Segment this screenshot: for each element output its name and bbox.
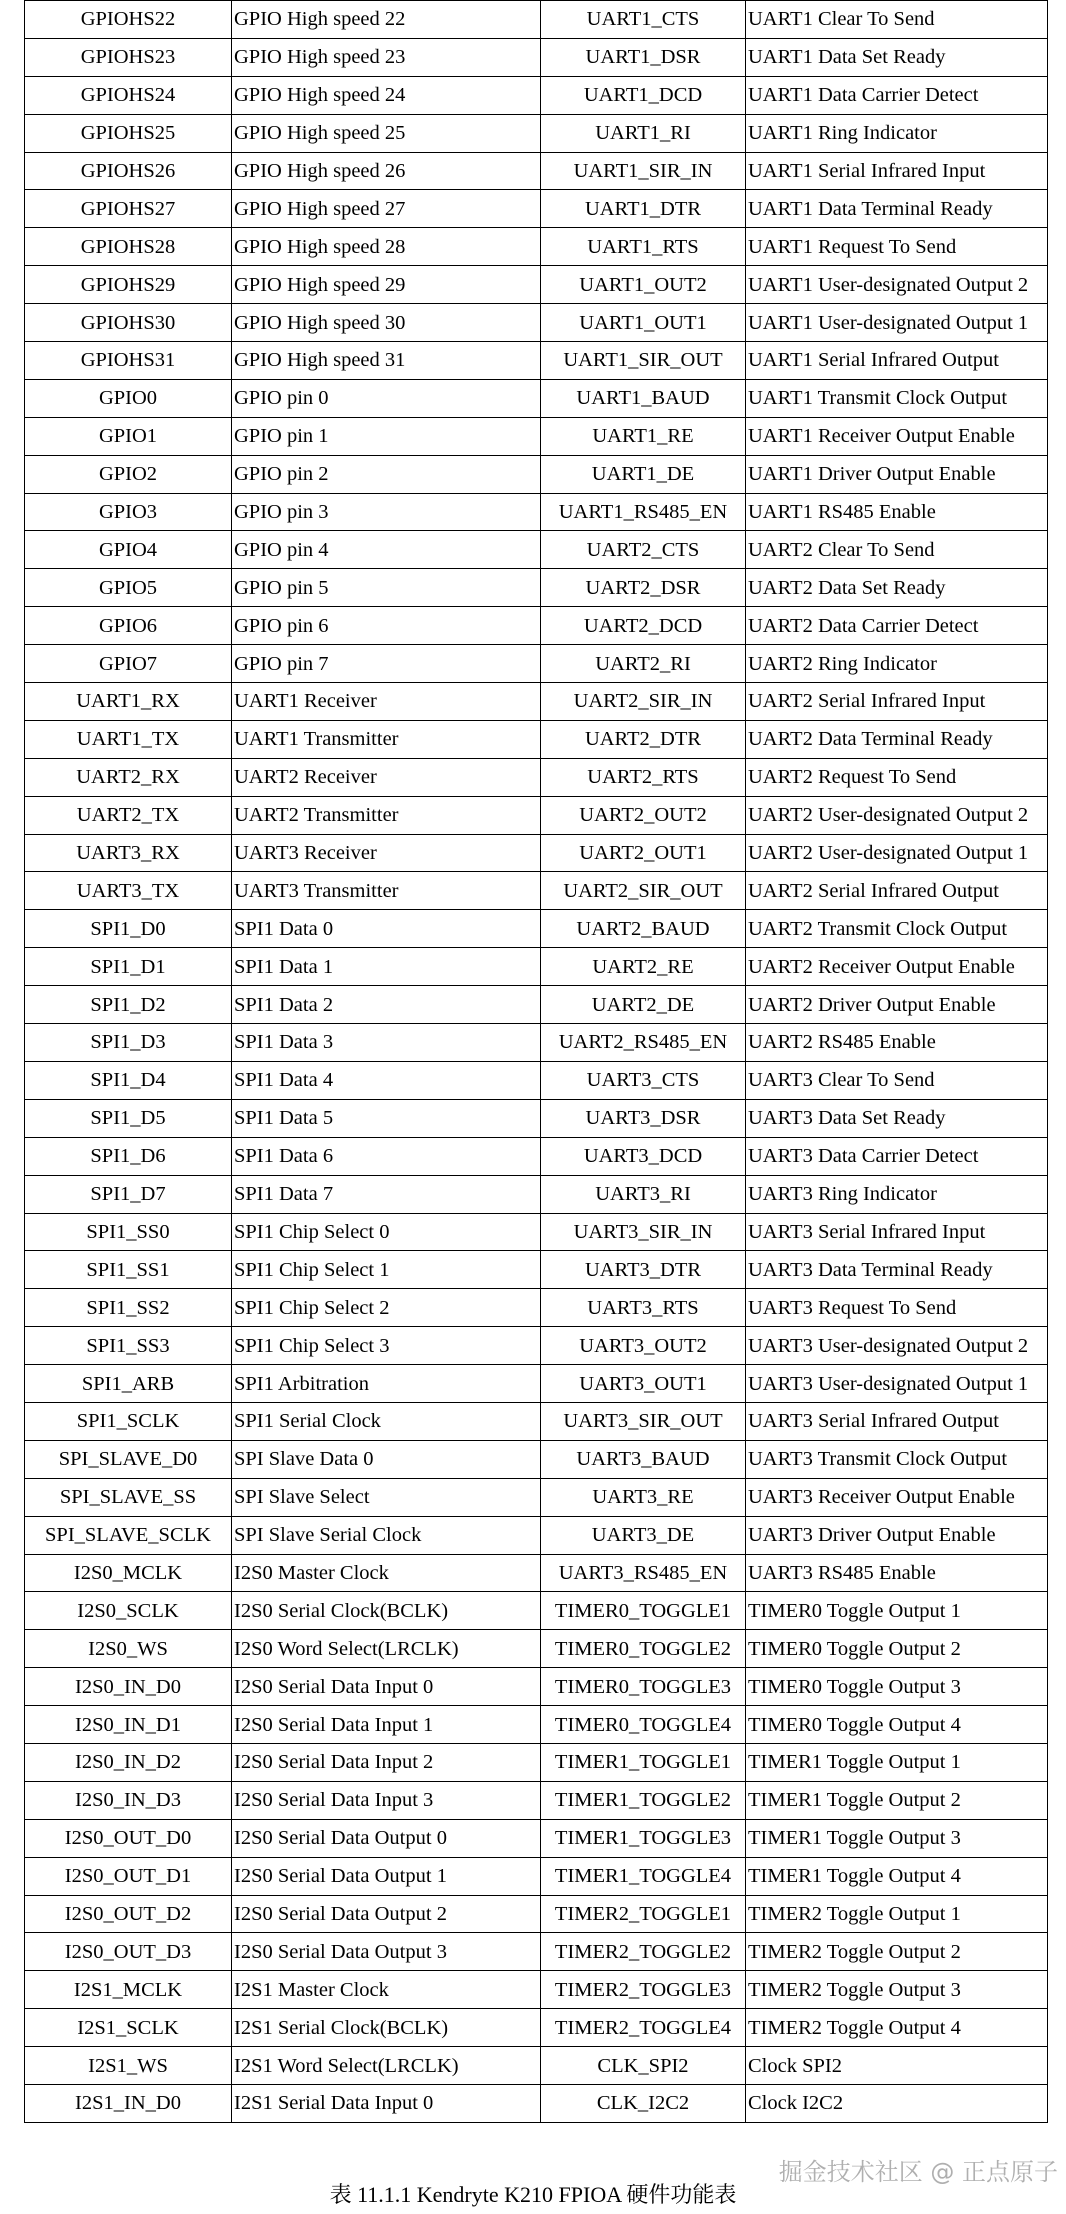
cell-signal-name: SPI1_SS0 — [25, 1213, 232, 1251]
cell-signal-description: UART2 Data Terminal Ready — [746, 720, 1048, 758]
cell-signal-name: GPIO0 — [25, 379, 232, 417]
table-row — [25, 1402, 1048, 1440]
cell-signal-description: UART1 Driver Output Enable — [746, 455, 1048, 493]
cell-signal-name: UART3_DTR — [541, 1251, 746, 1289]
cell-signal-name: SPI_SLAVE_D0 — [25, 1440, 232, 1478]
table-row — [25, 531, 1048, 569]
cell-signal-description: UART1 Receiver Output Enable — [746, 417, 1048, 455]
cell-signal-description: UART1 Clear To Send — [746, 1, 1048, 39]
cell-signal-name: TIMER0_TOGGLE1 — [541, 1592, 746, 1630]
cell-signal-description: TIMER1 Toggle Output 2 — [746, 1781, 1048, 1819]
table-row — [25, 1137, 1048, 1175]
cell-signal-name: UART2_TX — [25, 796, 232, 834]
cell-signal-description: UART3 RS485 Enable — [746, 1554, 1048, 1592]
table-caption: 表 11.1.1 Kendryte K210 FPIOA 硬件功能表 — [329, 2182, 737, 2207]
table-row — [25, 1516, 1048, 1554]
cell-signal-name: UART3_BAUD — [541, 1440, 746, 1478]
cell-signal-name: SPI1_SS2 — [25, 1289, 232, 1327]
cell-signal-name: SPI1_SS3 — [25, 1327, 232, 1365]
table-row — [25, 683, 1048, 721]
cell-signal-name: TIMER0_TOGGLE4 — [541, 1706, 746, 1744]
cell-signal-description: SPI1 Data 0 — [232, 910, 541, 948]
table-row — [25, 190, 1048, 228]
cell-signal-name: UART2_RS485_EN — [541, 1024, 746, 1062]
table-row — [25, 1061, 1048, 1099]
cell-signal-name: UART3_SIR_IN — [541, 1213, 746, 1251]
cell-signal-description: I2S0 Serial Clock(BCLK) — [232, 1592, 541, 1630]
cell-signal-description: I2S0 Serial Data Output 2 — [232, 1895, 541, 1933]
cell-signal-description: I2S0 Serial Data Output 1 — [232, 1857, 541, 1895]
cell-signal-description: UART2 Data Carrier Detect — [746, 607, 1048, 645]
cell-signal-name: UART1_DE — [541, 455, 746, 493]
cell-signal-description: SPI1 Chip Select 2 — [232, 1289, 541, 1327]
cell-signal-name: GPIOHS23 — [25, 38, 232, 76]
cell-signal-description: UART2 Serial Infrared Input — [746, 683, 1048, 721]
cell-signal-description: UART2 Request To Send — [746, 758, 1048, 796]
cell-signal-description: SPI Slave Data 0 — [232, 1440, 541, 1478]
table-row — [25, 304, 1048, 342]
cell-signal-name: UART1_RX — [25, 683, 232, 721]
cell-signal-name: UART2_SIR_IN — [541, 683, 746, 721]
cell-signal-description: I2S1 Serial Clock(BCLK) — [232, 2009, 541, 2047]
cell-signal-description: GPIO High speed 23 — [232, 38, 541, 76]
cell-signal-description: UART1 Serial Infrared Input — [746, 152, 1048, 190]
cell-signal-name: UART1_RS485_EN — [541, 493, 746, 531]
cell-signal-name: I2S0_SCLK — [25, 1592, 232, 1630]
cell-signal-description: GPIO High speed 28 — [232, 228, 541, 266]
cell-signal-description: I2S0 Serial Data Output 3 — [232, 1933, 541, 1971]
cell-signal-description: Clock I2C2 — [746, 2084, 1048, 2122]
table-row — [25, 1857, 1048, 1895]
cell-signal-name: GPIOHS24 — [25, 76, 232, 114]
cell-signal-name: SPI1_SCLK — [25, 1402, 232, 1440]
cell-signal-description: UART2 Clear To Send — [746, 531, 1048, 569]
table-row — [25, 379, 1048, 417]
table-row — [25, 1554, 1048, 1592]
cell-signal-name: TIMER1_TOGGLE2 — [541, 1781, 746, 1819]
cell-signal-name: GPIOHS26 — [25, 152, 232, 190]
cell-signal-name: GPIO7 — [25, 645, 232, 683]
table-row — [25, 493, 1048, 531]
cell-signal-name: GPIO4 — [25, 531, 232, 569]
table-row — [25, 872, 1048, 910]
cell-signal-description: I2S0 Serial Data Input 3 — [232, 1781, 541, 1819]
cell-signal-name: SPI1_ARB — [25, 1365, 232, 1403]
table-row — [25, 1289, 1048, 1327]
cell-signal-description: GPIO pin 4 — [232, 531, 541, 569]
table-row — [25, 1365, 1048, 1403]
cell-signal-description: I2S0 Master Clock — [232, 1554, 541, 1592]
cell-signal-description: UART3 Request To Send — [746, 1289, 1048, 1327]
table-row — [25, 1, 1048, 39]
table-row — [25, 1895, 1048, 1933]
cell-signal-name: UART1_OUT1 — [541, 304, 746, 342]
table-row — [25, 1478, 1048, 1516]
cell-signal-description: UART1 Data Carrier Detect — [746, 76, 1048, 114]
cell-signal-name: GPIOHS29 — [25, 266, 232, 304]
cell-signal-name: UART3_RE — [541, 1478, 746, 1516]
cell-signal-name: GPIO3 — [25, 493, 232, 531]
cell-signal-name: UART2_RE — [541, 948, 746, 986]
cell-signal-name: TIMER2_TOGGLE3 — [541, 1971, 746, 2009]
cell-signal-description: UART2 RS485 Enable — [746, 1024, 1048, 1062]
cell-signal-name: SPI1_D0 — [25, 910, 232, 948]
cell-signal-description: UART3 Driver Output Enable — [746, 1516, 1048, 1554]
table-row — [25, 2009, 1048, 2047]
cell-signal-description: UART3 Receiver — [232, 834, 541, 872]
cell-signal-name: I2S0_OUT_D0 — [25, 1819, 232, 1857]
table-row — [25, 76, 1048, 114]
cell-signal-description: UART3 Data Set Ready — [746, 1099, 1048, 1137]
cell-signal-description: SPI1 Data 1 — [232, 948, 541, 986]
cell-signal-name: SPI_SLAVE_SCLK — [25, 1516, 232, 1554]
table-row — [25, 266, 1048, 304]
cell-signal-description: UART2 Transmitter — [232, 796, 541, 834]
cell-signal-name: SPI1_D3 — [25, 1024, 232, 1062]
table-row — [25, 1251, 1048, 1289]
cell-signal-name: CLK_I2C2 — [541, 2084, 746, 2122]
cell-signal-description: GPIO High speed 27 — [232, 190, 541, 228]
cell-signal-description: SPI1 Data 5 — [232, 1099, 541, 1137]
table-row — [25, 1175, 1048, 1213]
cell-signal-name: UART3_TX — [25, 872, 232, 910]
table-row — [25, 796, 1048, 834]
cell-signal-name: TIMER0_TOGGLE3 — [541, 1668, 746, 1706]
cell-signal-name: UART3_DCD — [541, 1137, 746, 1175]
cell-signal-description: I2S0 Serial Data Input 1 — [232, 1706, 541, 1744]
table-row — [25, 1971, 1048, 2009]
cell-signal-description: UART2 Transmit Clock Output — [746, 910, 1048, 948]
cell-signal-description: GPIO High speed 24 — [232, 76, 541, 114]
cell-signal-name: GPIO5 — [25, 569, 232, 607]
cell-signal-name: I2S0_WS — [25, 1630, 232, 1668]
table-row — [25, 607, 1048, 645]
cell-signal-name: UART1_BAUD — [541, 379, 746, 417]
cell-signal-description: SPI1 Data 7 — [232, 1175, 541, 1213]
cell-signal-name: UART1_SIR_OUT — [541, 342, 746, 380]
cell-signal-description: UART1 Ring Indicator — [746, 114, 1048, 152]
cell-signal-description: SPI1 Arbitration — [232, 1365, 541, 1403]
cell-signal-name: TIMER2_TOGGLE1 — [541, 1895, 746, 1933]
table-row — [25, 1933, 1048, 1971]
cell-signal-description: UART3 Receiver Output Enable — [746, 1478, 1048, 1516]
table-row — [25, 455, 1048, 493]
table-row — [25, 948, 1048, 986]
table-row — [25, 758, 1048, 796]
cell-signal-description: SPI1 Data 3 — [232, 1024, 541, 1062]
cell-signal-description: UART3 Data Terminal Ready — [746, 1251, 1048, 1289]
cell-signal-name: UART1_CTS — [541, 1, 746, 39]
cell-signal-description: UART2 User-designated Output 2 — [746, 796, 1048, 834]
cell-signal-description: SPI1 Chip Select 1 — [232, 1251, 541, 1289]
cell-signal-name: TIMER0_TOGGLE2 — [541, 1630, 746, 1668]
cell-signal-name: UART2_RX — [25, 758, 232, 796]
cell-signal-name: UART1_RTS — [541, 228, 746, 266]
cell-signal-name: UART1_OUT2 — [541, 266, 746, 304]
cell-signal-name: UART2_SIR_OUT — [541, 872, 746, 910]
cell-signal-description: UART1 Data Terminal Ready — [746, 190, 1048, 228]
cell-signal-description: UART2 Serial Infrared Output — [746, 872, 1048, 910]
cell-signal-description: UART1 Transmitter — [232, 720, 541, 758]
table-row — [25, 1630, 1048, 1668]
cell-signal-description: TIMER0 Toggle Output 4 — [746, 1706, 1048, 1744]
table-row — [25, 1668, 1048, 1706]
cell-signal-name: UART1_DSR — [541, 38, 746, 76]
cell-signal-description: UART1 User-designated Output 1 — [746, 304, 1048, 342]
cell-signal-description: SPI Slave Select — [232, 1478, 541, 1516]
table-row — [25, 1213, 1048, 1251]
cell-signal-description: GPIO pin 6 — [232, 607, 541, 645]
cell-signal-description: UART2 Data Set Ready — [746, 569, 1048, 607]
cell-signal-description: SPI1 Chip Select 0 — [232, 1213, 541, 1251]
cell-signal-description: UART1 Data Set Ready — [746, 38, 1048, 76]
table-row — [25, 569, 1048, 607]
cell-signal-name: UART3_OUT2 — [541, 1327, 746, 1365]
cell-signal-name: UART2_BAUD — [541, 910, 746, 948]
table-row — [25, 2047, 1048, 2085]
cell-signal-name: UART2_CTS — [541, 531, 746, 569]
table-row — [25, 834, 1048, 872]
cell-signal-description: SPI1 Serial Clock — [232, 1402, 541, 1440]
cell-signal-description: I2S0 Word Select(LRCLK) — [232, 1630, 541, 1668]
cell-signal-name: SPI1_D2 — [25, 986, 232, 1024]
cell-signal-name: SPI1_SS1 — [25, 1251, 232, 1289]
cell-signal-name: GPIOHS28 — [25, 228, 232, 266]
cell-signal-name: UART2_DCD — [541, 607, 746, 645]
cell-signal-description: UART2 Ring Indicator — [746, 645, 1048, 683]
cell-signal-description: SPI1 Chip Select 3 — [232, 1327, 541, 1365]
cell-signal-name: UART2_DTR — [541, 720, 746, 758]
table-row — [25, 720, 1048, 758]
cell-signal-description: TIMER0 Toggle Output 3 — [746, 1668, 1048, 1706]
cell-signal-name: I2S0_IN_D2 — [25, 1743, 232, 1781]
cell-signal-description: GPIO High speed 22 — [232, 1, 541, 39]
cell-signal-name: TIMER2_TOGGLE2 — [541, 1933, 746, 1971]
cell-signal-description: GPIO High speed 31 — [232, 342, 541, 380]
cell-signal-description: GPIO pin 2 — [232, 455, 541, 493]
cell-signal-description: I2S0 Serial Data Output 0 — [232, 1819, 541, 1857]
cell-signal-description: TIMER0 Toggle Output 2 — [746, 1630, 1048, 1668]
cell-signal-description: GPIO pin 5 — [232, 569, 541, 607]
cell-signal-name: I2S1_IN_D0 — [25, 2084, 232, 2122]
cell-signal-name: UART1_SIR_IN — [541, 152, 746, 190]
cell-signal-name: UART1_DTR — [541, 190, 746, 228]
cell-signal-name: UART2_RTS — [541, 758, 746, 796]
cell-signal-description: TIMER2 Toggle Output 1 — [746, 1895, 1048, 1933]
cell-signal-description: TIMER1 Toggle Output 1 — [746, 1743, 1048, 1781]
cell-signal-description: UART2 Receiver — [232, 758, 541, 796]
cell-signal-description: I2S1 Serial Data Input 0 — [232, 2084, 541, 2122]
table-row — [25, 417, 1048, 455]
cell-signal-name: UART2_RI — [541, 645, 746, 683]
cell-signal-name: TIMER1_TOGGLE3 — [541, 1819, 746, 1857]
table-row — [25, 342, 1048, 380]
cell-signal-name: UART1_RI — [541, 114, 746, 152]
cell-signal-description: TIMER1 Toggle Output 3 — [746, 1819, 1048, 1857]
cell-signal-name: UART3_RS485_EN — [541, 1554, 746, 1592]
cell-signal-name: GPIOHS27 — [25, 190, 232, 228]
cell-signal-name: GPIOHS25 — [25, 114, 232, 152]
table-row — [25, 1819, 1048, 1857]
watermark: 掘金技术社区 @ 正点原子 — [778, 2158, 1058, 2186]
cell-signal-name: SPI1_D5 — [25, 1099, 232, 1137]
cell-signal-description: TIMER2 Toggle Output 3 — [746, 1971, 1048, 2009]
cell-signal-name: GPIOHS30 — [25, 304, 232, 342]
cell-signal-name: I2S0_OUT_D1 — [25, 1857, 232, 1895]
table-row — [25, 645, 1048, 683]
table-row — [25, 2084, 1048, 2122]
cell-signal-name: SPI_SLAVE_SS — [25, 1478, 232, 1516]
cell-signal-name: UART3_RTS — [541, 1289, 746, 1327]
cell-signal-name: I2S0_MCLK — [25, 1554, 232, 1592]
cell-signal-description: TIMER1 Toggle Output 4 — [746, 1857, 1048, 1895]
cell-signal-name: UART3_OUT1 — [541, 1365, 746, 1403]
cell-signal-description: UART2 User-designated Output 1 — [746, 834, 1048, 872]
cell-signal-name: UART1_RE — [541, 417, 746, 455]
cell-signal-description: UART1 Request To Send — [746, 228, 1048, 266]
cell-signal-description: TIMER2 Toggle Output 2 — [746, 1933, 1048, 1971]
table-row — [25, 1592, 1048, 1630]
cell-signal-name: UART2_DSR — [541, 569, 746, 607]
cell-signal-description: GPIO High speed 30 — [232, 304, 541, 342]
cell-signal-name: SPI1_D6 — [25, 1137, 232, 1175]
cell-signal-description: UART3 User-designated Output 1 — [746, 1365, 1048, 1403]
cell-signal-description: SPI1 Data 4 — [232, 1061, 541, 1099]
cell-signal-name: UART3_CTS — [541, 1061, 746, 1099]
cell-signal-description: UART3 Data Carrier Detect — [746, 1137, 1048, 1175]
cell-signal-name: SPI1_D1 — [25, 948, 232, 986]
cell-signal-description: UART2 Receiver Output Enable — [746, 948, 1048, 986]
table-row — [25, 1781, 1048, 1819]
cell-signal-name: GPIO6 — [25, 607, 232, 645]
cell-signal-description: I2S0 Serial Data Input 0 — [232, 1668, 541, 1706]
cell-signal-description: TIMER0 Toggle Output 1 — [746, 1592, 1048, 1630]
cell-signal-name: GPIOHS22 — [25, 1, 232, 39]
cell-signal-name: I2S1_SCLK — [25, 2009, 232, 2047]
cell-signal-description: SPI Slave Serial Clock — [232, 1516, 541, 1554]
cell-signal-name: UART3_DSR — [541, 1099, 746, 1137]
cell-signal-description: UART3 Serial Infrared Output — [746, 1402, 1048, 1440]
cell-signal-description: UART1 Transmit Clock Output — [746, 379, 1048, 417]
cell-signal-name: GPIO1 — [25, 417, 232, 455]
cell-signal-name: UART3_RX — [25, 834, 232, 872]
table-row — [25, 114, 1048, 152]
fpioa-function-table — [24, 0, 1048, 2123]
table-row — [25, 1706, 1048, 1744]
cell-signal-description: UART3 Clear To Send — [746, 1061, 1048, 1099]
cell-signal-name: I2S0_OUT_D3 — [25, 1933, 232, 1971]
cell-signal-description: GPIO pin 3 — [232, 493, 541, 531]
cell-signal-name: I2S0_IN_D3 — [25, 1781, 232, 1819]
cell-signal-name: SPI1_D4 — [25, 1061, 232, 1099]
cell-signal-name: UART3_DE — [541, 1516, 746, 1554]
table-row — [25, 228, 1048, 266]
table-row — [25, 1440, 1048, 1478]
cell-signal-description: GPIO pin 1 — [232, 417, 541, 455]
cell-signal-description: Clock SPI2 — [746, 2047, 1048, 2085]
cell-signal-name: UART2_OUT1 — [541, 834, 746, 872]
cell-signal-name: I2S0_IN_D1 — [25, 1706, 232, 1744]
cell-signal-description: GPIO High speed 26 — [232, 152, 541, 190]
cell-signal-name: TIMER1_TOGGLE1 — [541, 1743, 746, 1781]
cell-signal-description: UART3 Transmit Clock Output — [746, 1440, 1048, 1478]
cell-signal-description: GPIO pin 7 — [232, 645, 541, 683]
table-body — [25, 1, 1048, 2123]
cell-signal-name: I2S1_MCLK — [25, 1971, 232, 2009]
cell-signal-description: I2S0 Serial Data Input 2 — [232, 1743, 541, 1781]
cell-signal-description: GPIO pin 0 — [232, 379, 541, 417]
table-row — [25, 38, 1048, 76]
cell-signal-description: I2S1 Word Select(LRCLK) — [232, 2047, 541, 2085]
cell-signal-name: UART2_OUT2 — [541, 796, 746, 834]
cell-signal-name: UART2_DE — [541, 986, 746, 1024]
cell-signal-description: SPI1 Data 2 — [232, 986, 541, 1024]
cell-signal-name: TIMER1_TOGGLE4 — [541, 1857, 746, 1895]
cell-signal-description: UART1 RS485 Enable — [746, 493, 1048, 531]
cell-signal-description: I2S1 Master Clock — [232, 1971, 541, 2009]
cell-signal-description: UART3 Serial Infrared Input — [746, 1213, 1048, 1251]
table-row — [25, 152, 1048, 190]
cell-signal-description: GPIO High speed 29 — [232, 266, 541, 304]
cell-signal-description: UART1 Receiver — [232, 683, 541, 721]
table-row — [25, 1099, 1048, 1137]
cell-signal-description: UART3 User-designated Output 2 — [746, 1327, 1048, 1365]
cell-signal-description: UART3 Transmitter — [232, 872, 541, 910]
table-row — [25, 1024, 1048, 1062]
cell-signal-description: GPIO High speed 25 — [232, 114, 541, 152]
cell-signal-description: UART1 User-designated Output 2 — [746, 266, 1048, 304]
cell-signal-name: TIMER2_TOGGLE4 — [541, 2009, 746, 2047]
cell-signal-name: UART1_TX — [25, 720, 232, 758]
cell-signal-name: SPI1_D7 — [25, 1175, 232, 1213]
cell-signal-name: GPIO2 — [25, 455, 232, 493]
cell-signal-name: UART3_SIR_OUT — [541, 1402, 746, 1440]
table-row — [25, 910, 1048, 948]
cell-signal-description: TIMER2 Toggle Output 4 — [746, 2009, 1048, 2047]
cell-signal-name: UART3_RI — [541, 1175, 746, 1213]
cell-signal-description: UART1 Serial Infrared Output — [746, 342, 1048, 380]
cell-signal-description: UART3 Ring Indicator — [746, 1175, 1048, 1213]
table-row — [25, 986, 1048, 1024]
cell-signal-name: CLK_SPI2 — [541, 2047, 746, 2085]
cell-signal-name: UART1_DCD — [541, 76, 746, 114]
table-row — [25, 1743, 1048, 1781]
cell-signal-description: UART2 Driver Output Enable — [746, 986, 1048, 1024]
cell-signal-name: I2S0_IN_D0 — [25, 1668, 232, 1706]
cell-signal-name: I2S0_OUT_D2 — [25, 1895, 232, 1933]
cell-signal-description: SPI1 Data 6 — [232, 1137, 541, 1175]
cell-signal-name: GPIOHS31 — [25, 342, 232, 380]
table-row — [25, 1327, 1048, 1365]
cell-signal-name: I2S1_WS — [25, 2047, 232, 2085]
